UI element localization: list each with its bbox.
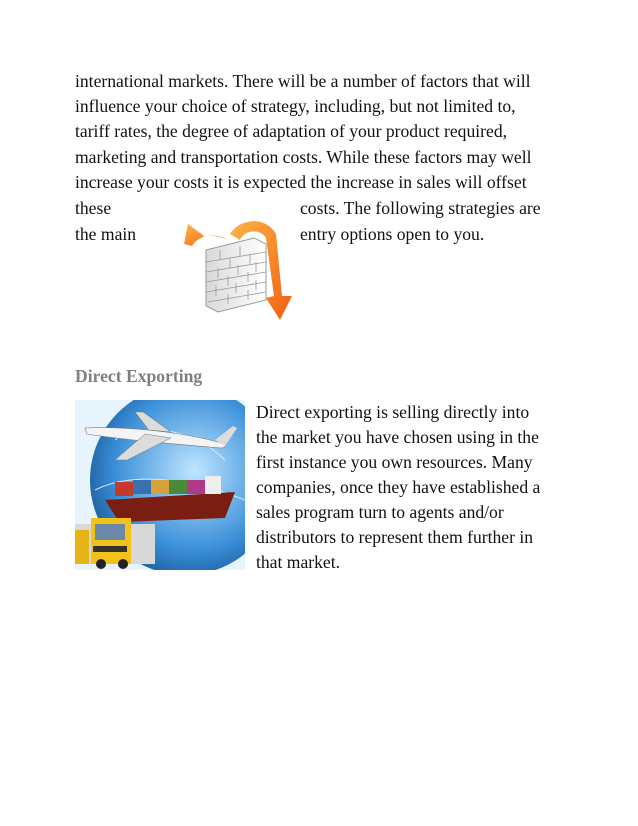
intro-line: marketing and transportation costs. While these factors may well [75, 147, 532, 167]
section-line: companies, once they have established a [256, 477, 541, 497]
section-line: first instance you own resources. Many [256, 452, 533, 472]
section-line: that market. [256, 552, 341, 572]
brick-wall [206, 238, 266, 312]
section-line: sales program turn to agents and/or [256, 502, 504, 522]
orange-arrow-left [184, 224, 228, 246]
transport-globe-image [75, 400, 245, 570]
intro-line-right: costs. The following strategies are [300, 198, 541, 218]
intro-line: tariff rates, the degree of adaptation of your product required, [75, 121, 508, 141]
section-line: distributors to represent them further in [256, 527, 534, 547]
intro-line: influence your choice of strategy, including, but not limited to, [75, 96, 516, 116]
truck [75, 518, 155, 569]
section-line: Direct exporting is selling directly into [256, 402, 530, 422]
section-line: the market you have chosen using in the [256, 427, 539, 447]
intro-line-left: these [75, 198, 112, 218]
intro-line: international markets. There will be a number of factors that will [75, 71, 531, 91]
section-heading: Direct Exporting [75, 366, 203, 386]
intro-line-left: the main [75, 224, 137, 244]
intro-line-right: entry options open to you. [300, 224, 485, 244]
cargo-ship [105, 476, 235, 522]
intro-line: increase your costs it is expected the increase in sales will offset [75, 172, 527, 192]
arrow-wall-image [170, 210, 292, 323]
